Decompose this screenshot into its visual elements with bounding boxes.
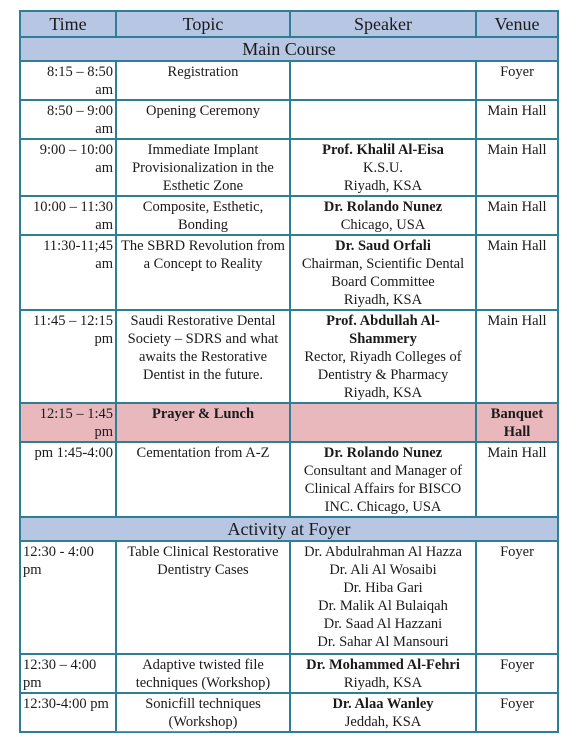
time-suffix: am: [95, 160, 113, 176]
venue-cell: Banquet Hall: [476, 403, 558, 442]
table-row: [20, 196, 558, 235]
speaker-detail: Dr. Sahar Al Mansouri: [317, 634, 449, 650]
time-text: 8:15 – 8:50: [46, 64, 113, 80]
venue-cell: Foyer: [476, 61, 558, 100]
table-row: [20, 235, 558, 310]
venue-cell: Main Hall: [476, 139, 558, 196]
time-cell: [20, 100, 116, 139]
speaker-cell: [290, 403, 476, 442]
table-row: [20, 139, 558, 196]
topic-cell: Immediate Implant Provisionalization in the Esthetic Zone: [116, 139, 290, 196]
col-header-topic: Topic: [116, 11, 290, 37]
time-cell: [20, 310, 116, 403]
topic-cell: Saudi Restorative Dental Society – SDRS and what awaits the Restorative Dentist in the future.: [116, 310, 290, 403]
col-header-time: Time: [20, 11, 116, 37]
section-title: Main Course: [20, 37, 558, 61]
time-text: 8:50 – 9:00: [46, 103, 113, 119]
topic-cell: Composite, Esthetic, Bonding: [116, 196, 290, 235]
time-cell: [20, 235, 116, 310]
topic-cell: Registration: [116, 61, 290, 100]
speaker-cell: [290, 541, 476, 654]
time-suffix: am: [95, 256, 113, 272]
venue-cell: Main Hall: [476, 196, 558, 235]
speaker-detail: Dr. Saad Al Hazzani: [323, 616, 443, 632]
topic-cell: Adaptive twisted file techniques (Workshop): [116, 654, 290, 693]
speaker-name: Dr. Alaa Wanley: [332, 696, 434, 712]
col-header-speaker: Speaker: [290, 11, 476, 37]
speaker-cell: [290, 61, 476, 100]
speaker-name: Dr. Rolando Nunez: [323, 445, 443, 461]
venue-cell: Main Hall: [476, 442, 558, 517]
time-text: 10:00 – 11:30: [32, 199, 113, 215]
speaker-detail: Riyadh, KSA: [343, 178, 423, 194]
speaker-detail: Consultant and Manager of Clinical Affairs for BISCO INC. Chicago, USA: [303, 463, 463, 515]
speaker-name: Prof. Abdullah Al-Shammery: [326, 313, 440, 347]
table-row: [20, 442, 558, 517]
time-text: pm 1:45-4:00: [34, 445, 113, 461]
venue-cell: Foyer: [476, 693, 558, 732]
topic-cell: Prayer & Lunch: [116, 403, 290, 442]
time-text: 11:45 – 12:15: [32, 313, 113, 329]
speaker-cell: [290, 235, 476, 310]
table-row: [20, 654, 558, 693]
time-suffix: am: [95, 121, 113, 137]
time-text: 9:00 – 10:00: [39, 142, 113, 158]
speaker-detail: Chairman, Scientific Dental Board Committee: [301, 256, 465, 290]
schedule-table: [19, 10, 559, 733]
venue-cell: Foyer: [476, 654, 558, 693]
section-title: Activity at Foyer: [20, 517, 558, 541]
schedule-table-container: [19, 10, 557, 733]
table-row: [20, 100, 558, 139]
section-main-course: [20, 37, 558, 61]
time-text: 12:15 – 1:45: [39, 406, 113, 422]
time-suffix: am: [95, 217, 113, 233]
col-header-venue: Venue: [476, 11, 558, 37]
topic-cell: Table Clinical Restorative Dentistry Cases: [116, 541, 290, 654]
speaker-name: Dr. Rolando Nunez: [323, 199, 443, 215]
speaker-detail: K.S.U.: [363, 160, 403, 176]
time-cell: [20, 61, 116, 100]
speaker-detail: Riyadh, KSA: [343, 292, 423, 308]
speaker-cell: [290, 693, 476, 732]
speaker-detail: Riyadh, KSA: [343, 385, 423, 401]
topic-cell: The SBRD Revolution from a Concept to Reality: [116, 235, 290, 310]
speaker-cell: [290, 442, 476, 517]
table-row: [20, 693, 558, 732]
time-cell: 12:30 - 4:00 pm: [20, 541, 116, 654]
speaker-name: Prof. Khalil Al-Eisa: [322, 142, 444, 158]
time-cell: 12:30 – 4:00 pm: [20, 654, 116, 693]
table-row: [20, 541, 558, 654]
time-suffix: pm: [94, 331, 113, 347]
topic-cell: Sonicfill techniques (Workshop): [116, 693, 290, 732]
venue-cell: Main Hall: [476, 100, 558, 139]
header-row: [20, 11, 558, 37]
speaker-detail: Dr. Hiba Gari: [343, 580, 423, 596]
speaker-detail: Jeddah, KSA: [344, 714, 422, 730]
table-row: [20, 310, 558, 403]
speaker-detail: Chicago, USA: [340, 217, 426, 233]
footer-rule: [116, 731, 210, 732]
speaker-cell: [290, 310, 476, 403]
speaker-cell: [290, 139, 476, 196]
table-row: [20, 403, 558, 442]
speaker-cell: [290, 196, 476, 235]
time-cell: [20, 196, 116, 235]
venue-cell: Main Hall: [476, 235, 558, 310]
speaker-name: Dr. Mohammed Al-Fehri: [306, 657, 460, 673]
time-suffix: am: [95, 82, 113, 98]
speaker-cell: [290, 654, 476, 693]
time-cell: 12:30-4:00 pm: [20, 693, 116, 732]
time-text: 11:30-11;45: [43, 238, 113, 254]
speaker-detail: Dr. Abdulrahman Al Hazza: [304, 544, 462, 560]
speaker-name: Dr. Saud Orfali: [335, 238, 431, 254]
time-cell: [20, 139, 116, 196]
speaker-detail: Rector, Riyadh Colleges of Dentistry & Pharmacy: [304, 349, 462, 383]
table-row: [20, 61, 558, 100]
topic-cell: Cementation from A-Z: [116, 442, 290, 517]
speaker-detail: Riyadh, KSA: [343, 675, 423, 691]
venue-cell: Foyer: [476, 541, 558, 654]
venue-cell: Main Hall: [476, 310, 558, 403]
speaker-detail: Dr. Malik Al Bulaiqah: [318, 598, 448, 614]
time-cell: [20, 403, 116, 442]
section-activity: [20, 517, 558, 541]
speaker-cell: [290, 100, 476, 139]
speaker-detail: Dr. Ali Al Wosaibi: [329, 562, 437, 578]
time-suffix: pm: [94, 424, 113, 440]
topic-cell: Opening Ceremony: [116, 100, 290, 139]
time-cell: [20, 442, 116, 517]
